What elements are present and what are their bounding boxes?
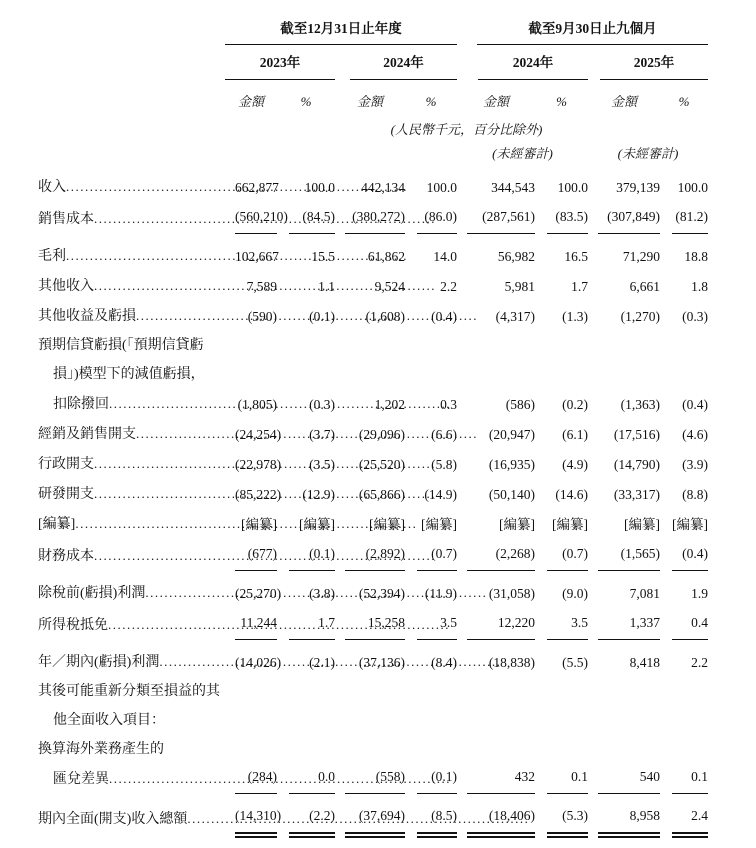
value-cell: [編纂] (499, 517, 535, 532)
value-cell: (50,140) (488, 487, 535, 502)
value-cell: 18.8 (684, 249, 708, 264)
value-cell: (560,210) (225, 202, 277, 241)
value-cell: (3.7) (309, 427, 335, 442)
row-label (38, 449, 225, 479)
value-cell: 56,982 (497, 249, 535, 264)
value-cell: 432 (457, 735, 535, 801)
value-cell: (29,096) (358, 427, 405, 442)
value-cell: (16,935) (488, 457, 535, 472)
value-cell: (14.9) (424, 487, 457, 502)
value-cell: (5.3) (535, 801, 588, 848)
dot-leader (94, 204, 221, 234)
period-annual-header-cell (225, 20, 457, 45)
row-label (38, 301, 225, 331)
value-cell: (284) (225, 735, 277, 801)
row-rd-expenses (38, 479, 708, 509)
value-cell (405, 677, 457, 735)
column-label-row (38, 80, 708, 112)
value-cell (335, 677, 405, 735)
value-cell: (5.5) (562, 655, 588, 670)
row-label-text: 收入 (38, 180, 66, 195)
value-cell: 344,543 (491, 180, 535, 195)
row-fx-differences (38, 735, 708, 801)
row-label (38, 509, 225, 539)
row-label (38, 735, 225, 801)
row-income-tax-credit (38, 608, 708, 647)
row-label-text: 其他收入 (38, 279, 94, 294)
row-other-gains-losses (38, 301, 708, 331)
value-cell: (18,406) (457, 801, 535, 848)
value-cell: (0.3) (682, 309, 708, 324)
value-cell: (14,026) (235, 655, 282, 670)
value-cell: (84.5) (277, 202, 335, 241)
header-spacer (38, 45, 225, 80)
value-cell: [編纂] (672, 517, 708, 532)
row-admin-expenses (38, 449, 708, 479)
value-cell: 61,862 (367, 249, 405, 264)
row-total-comprehensive-income (38, 801, 708, 848)
amount-col-label: 金額 (610, 94, 637, 109)
value-cell: (4.6) (682, 427, 708, 442)
dot-leader (94, 541, 221, 571)
dot-leader (94, 271, 221, 301)
value-cell: (1,363) (620, 397, 660, 412)
value-cell: 11,244 (225, 608, 277, 647)
row-gross-profit (38, 241, 708, 271)
row-label-text: 行政開支 (38, 457, 94, 472)
row-label-text: 他全面收入項目： (53, 713, 165, 728)
value-cell: (0.7) (405, 539, 457, 578)
value-cell: 8,418 (629, 655, 660, 670)
unaudited-label-2024: (未經審計) (492, 146, 553, 161)
value-cell: [編纂] (369, 517, 405, 532)
value-cell: (25,270) (235, 586, 282, 601)
value-cell (660, 677, 708, 735)
unaudited-label-2025: (未經審計) (617, 146, 679, 161)
value-cell: 71,290 (622, 249, 660, 264)
value-cell: 9,524 (374, 279, 405, 294)
row-other-income (38, 271, 708, 301)
row-label (38, 271, 225, 301)
value-cell: (22,978) (235, 457, 282, 472)
value-cell: 5,981 (504, 279, 535, 294)
value-cell: 16.5 (564, 249, 588, 264)
value-cell: 100.0 (557, 180, 588, 195)
percent-col-label: % (678, 94, 690, 109)
value-cell: (6.6) (431, 427, 457, 442)
value-cell (457, 677, 535, 735)
value-cell: (0.1) (405, 735, 457, 801)
value-cell: (380,272) (335, 202, 405, 241)
year-2024-cell (335, 45, 457, 80)
value-cell: 0.4 (660, 608, 708, 647)
value-cell: (14,310) (225, 801, 277, 848)
value-cell: (5.8) (431, 457, 457, 472)
dot-leader (109, 764, 221, 794)
row-label-text: 銷售成本 (38, 212, 94, 227)
value-cell: (25,520) (358, 457, 405, 472)
value-cell: (83.5) (535, 202, 588, 241)
value-cell: (9.0) (562, 586, 588, 601)
header-spacer (38, 138, 225, 172)
value-cell: 2.4 (660, 801, 708, 848)
value-cell: (52,394) (358, 586, 405, 601)
percent-col-label: % (425, 94, 437, 109)
row-label-text: 年／期內(虧損)利潤 (38, 655, 160, 670)
value-cell: 2.2 (691, 655, 708, 670)
value-cell: (3.9) (682, 457, 708, 472)
period-annual-header: 截至12月31日止年度 (225, 20, 457, 45)
row-label (38, 801, 225, 848)
value-cell: (81.2) (660, 202, 708, 241)
row-label-text: 換算海外業務產生的 (38, 742, 164, 757)
row-label-text: 預期信貸虧損(「預期信貸虧 (38, 338, 204, 353)
value-cell: [編纂] (552, 517, 588, 532)
dot-leader (94, 479, 221, 509)
row-label-text: 毛利 (38, 249, 66, 264)
period-interim-header: 截至9月30日止九個月 (477, 20, 708, 45)
value-cell (588, 677, 660, 735)
value-cell: (4.9) (562, 457, 588, 472)
row-label (38, 241, 225, 271)
row-label-text: 財務成本 (38, 549, 94, 564)
row-label (38, 578, 225, 608)
year-2024-interim-cell (457, 45, 588, 80)
value-cell: (11.9) (424, 586, 457, 601)
row-profit-for-period (38, 647, 708, 677)
value-cell: 0.0 (277, 735, 335, 801)
value-cell: 1,202 (374, 397, 405, 412)
value-cell: 379,139 (616, 180, 660, 195)
dot-leader (94, 449, 221, 479)
value-cell: 100.0 (304, 180, 335, 195)
year-2025-interim-cell (588, 45, 708, 80)
value-cell: (4,317) (495, 309, 535, 324)
row-label-text: 期內全面(開支)收入總額 (38, 812, 188, 827)
row-revenue (38, 172, 708, 202)
currency-note-row (38, 112, 708, 138)
dot-leader (187, 804, 221, 834)
row-label (38, 647, 225, 677)
row-ecl-impairment (38, 331, 708, 419)
period-header-row (38, 20, 708, 45)
currency-note: (人民幣千元，百分比除外) (390, 122, 543, 137)
value-cell: 102,667 (235, 249, 279, 264)
dot-leader (159, 647, 221, 677)
value-cell: 7,081 (629, 586, 660, 601)
percent-col-label: % (556, 94, 567, 109)
value-cell: 1.7 (571, 279, 588, 294)
value-cell: 7,589 (246, 279, 277, 294)
value-cell: 0.1 (535, 735, 588, 801)
row-profit-before-tax (38, 578, 708, 608)
value-cell: 1.1 (318, 279, 335, 294)
value-cell: 1,337 (588, 608, 660, 647)
value-cell: 15.5 (311, 249, 335, 264)
value-cell: (1,805) (237, 397, 277, 412)
value-cell: (18,838) (488, 655, 535, 670)
row-cost-of-sales (38, 202, 708, 241)
value-cell: (2.1) (309, 655, 335, 670)
row-label-text: 扣除撥回 (53, 397, 109, 412)
value-cell: (2.2) (277, 801, 335, 848)
value-cell: 6,661 (629, 279, 660, 294)
value-cell: (86.0) (405, 202, 457, 241)
dot-leader (66, 241, 221, 271)
row-selling-expenses (38, 419, 708, 449)
value-cell: 14.0 (433, 249, 457, 264)
value-cell: [編纂] (624, 517, 660, 532)
value-cell: 8,958 (588, 801, 660, 848)
row-label-text: 其後可能重新分類至損益的其 (38, 684, 220, 699)
value-cell: (0.4) (431, 309, 457, 324)
row-label-text: 損」)模型下的減值虧損， (53, 367, 205, 382)
value-cell: (0.4) (682, 397, 708, 412)
value-cell: (0.7) (535, 539, 588, 578)
year-2023-cell (225, 45, 335, 80)
value-cell: (677) (225, 539, 277, 578)
value-cell: 15,258 (335, 608, 405, 647)
value-cell: (33,317) (613, 487, 660, 502)
value-cell (535, 677, 588, 735)
value-cell: 540 (588, 735, 660, 801)
value-cell: (20,947) (488, 427, 535, 442)
row-label-text: [編纂] (38, 517, 76, 532)
value-cell: (1,608) (365, 309, 405, 324)
value-cell: 0.1 (660, 735, 708, 801)
value-cell: (37,136) (358, 655, 405, 670)
row-label (38, 608, 225, 647)
value-cell: (586) (505, 397, 535, 412)
value-cell: (590) (247, 309, 277, 324)
value-cell: [編纂] (241, 517, 277, 532)
value-cell: 0.3 (440, 397, 457, 412)
header-spacer (38, 20, 225, 45)
row-label-text: 匯兌差異 (53, 772, 109, 787)
value-cell: (6.1) (562, 427, 588, 442)
header-spacer (225, 138, 457, 172)
value-cell: (24,254) (235, 427, 282, 442)
value-cell: 1.8 (691, 279, 708, 294)
row-label (38, 419, 225, 449)
dot-leader (75, 509, 221, 539)
header-spacer (38, 112, 225, 138)
year-2025-interim-label: 2025年 (600, 45, 708, 80)
value-cell: [編纂] (421, 517, 457, 532)
dot-leader (136, 301, 221, 331)
value-cell: 442,134 (361, 180, 405, 195)
value-cell: 1.7 (277, 608, 335, 647)
row-label (38, 202, 225, 241)
row-label-text: 除稅前(虧損)利潤 (38, 586, 146, 601)
value-cell: 3.5 (535, 608, 588, 647)
dot-leader (66, 172, 221, 202)
row-label-text: 研發開支 (38, 487, 94, 502)
dot-leader (109, 389, 221, 419)
unaudited-row (38, 138, 708, 172)
header-spacer (38, 80, 225, 112)
value-cell: (17,516) (613, 427, 660, 442)
row-label (38, 479, 225, 509)
value-cell: 2.2 (440, 279, 457, 294)
value-cell: (3.8) (309, 586, 335, 601)
value-cell: 100.0 (677, 180, 708, 195)
value-cell: (37,694) (335, 801, 405, 848)
value-cell: (8.4) (431, 655, 457, 670)
value-cell: (1,565) (588, 539, 660, 578)
value-cell: 12,220 (457, 608, 535, 647)
dot-leader (108, 610, 221, 640)
year-2024-interim-label: 2024年 (478, 45, 588, 80)
amount-col-label: 金額 (356, 94, 383, 109)
value-cell: (1.3) (562, 309, 588, 324)
year-2024-label: 2024年 (350, 45, 457, 80)
row-redacted (38, 509, 708, 539)
row-label (38, 172, 225, 202)
value-cell: (287,561) (457, 202, 535, 241)
value-cell: (65,866) (358, 487, 405, 502)
dot-leader (145, 578, 221, 608)
period-interim-header-cell (457, 20, 708, 45)
value-cell: (3.5) (309, 457, 335, 472)
value-cell: (85,222) (235, 487, 282, 502)
row-finance-costs (38, 539, 708, 578)
value-cell: (14.6) (555, 487, 588, 502)
year-header-row (38, 45, 708, 80)
value-cell: (1,270) (620, 309, 660, 324)
row-label (38, 677, 225, 735)
row-label-text: 其他收益及虧損 (38, 309, 136, 324)
value-cell (277, 677, 335, 735)
value-cell: (0.1) (309, 309, 335, 324)
income-statement-table (38, 20, 708, 848)
value-cell: (0.4) (660, 539, 708, 578)
dot-leader (136, 419, 221, 449)
value-cell: (12.9) (302, 487, 335, 502)
value-cell: (0.2) (562, 397, 588, 412)
value-cell: (0.1) (277, 539, 335, 578)
value-cell: 3.5 (405, 608, 457, 647)
value-cell: (8.5) (405, 801, 457, 848)
value-cell: (31,058) (488, 586, 535, 601)
value-cell: (0.3) (309, 397, 335, 412)
percent-col-label: % (300, 94, 312, 109)
value-cell: (2,268) (457, 539, 535, 578)
amount-col-label: 金額 (237, 94, 264, 109)
row-label-text: 所得稅抵免 (38, 618, 108, 633)
year-2023-label: 2023年 (225, 45, 335, 80)
value-cell: [編纂] (299, 517, 335, 532)
value-cell: (14,790) (613, 457, 660, 472)
value-cell: (558) (335, 735, 405, 801)
value-cell: 100.0 (426, 180, 457, 195)
value-cell: 1.9 (691, 586, 708, 601)
value-cell (225, 677, 277, 735)
amount-col-label: 金額 (482, 94, 509, 109)
row-label (38, 331, 225, 419)
row-oci-header (38, 677, 708, 735)
value-cell: 662,877 (235, 180, 279, 195)
row-label (38, 539, 225, 578)
value-cell: (307,849) (588, 202, 660, 241)
row-label-text: 經銷及銷售開支 (38, 427, 136, 442)
value-cell: (8.8) (682, 487, 708, 502)
value-cell: (2,892) (335, 539, 405, 578)
